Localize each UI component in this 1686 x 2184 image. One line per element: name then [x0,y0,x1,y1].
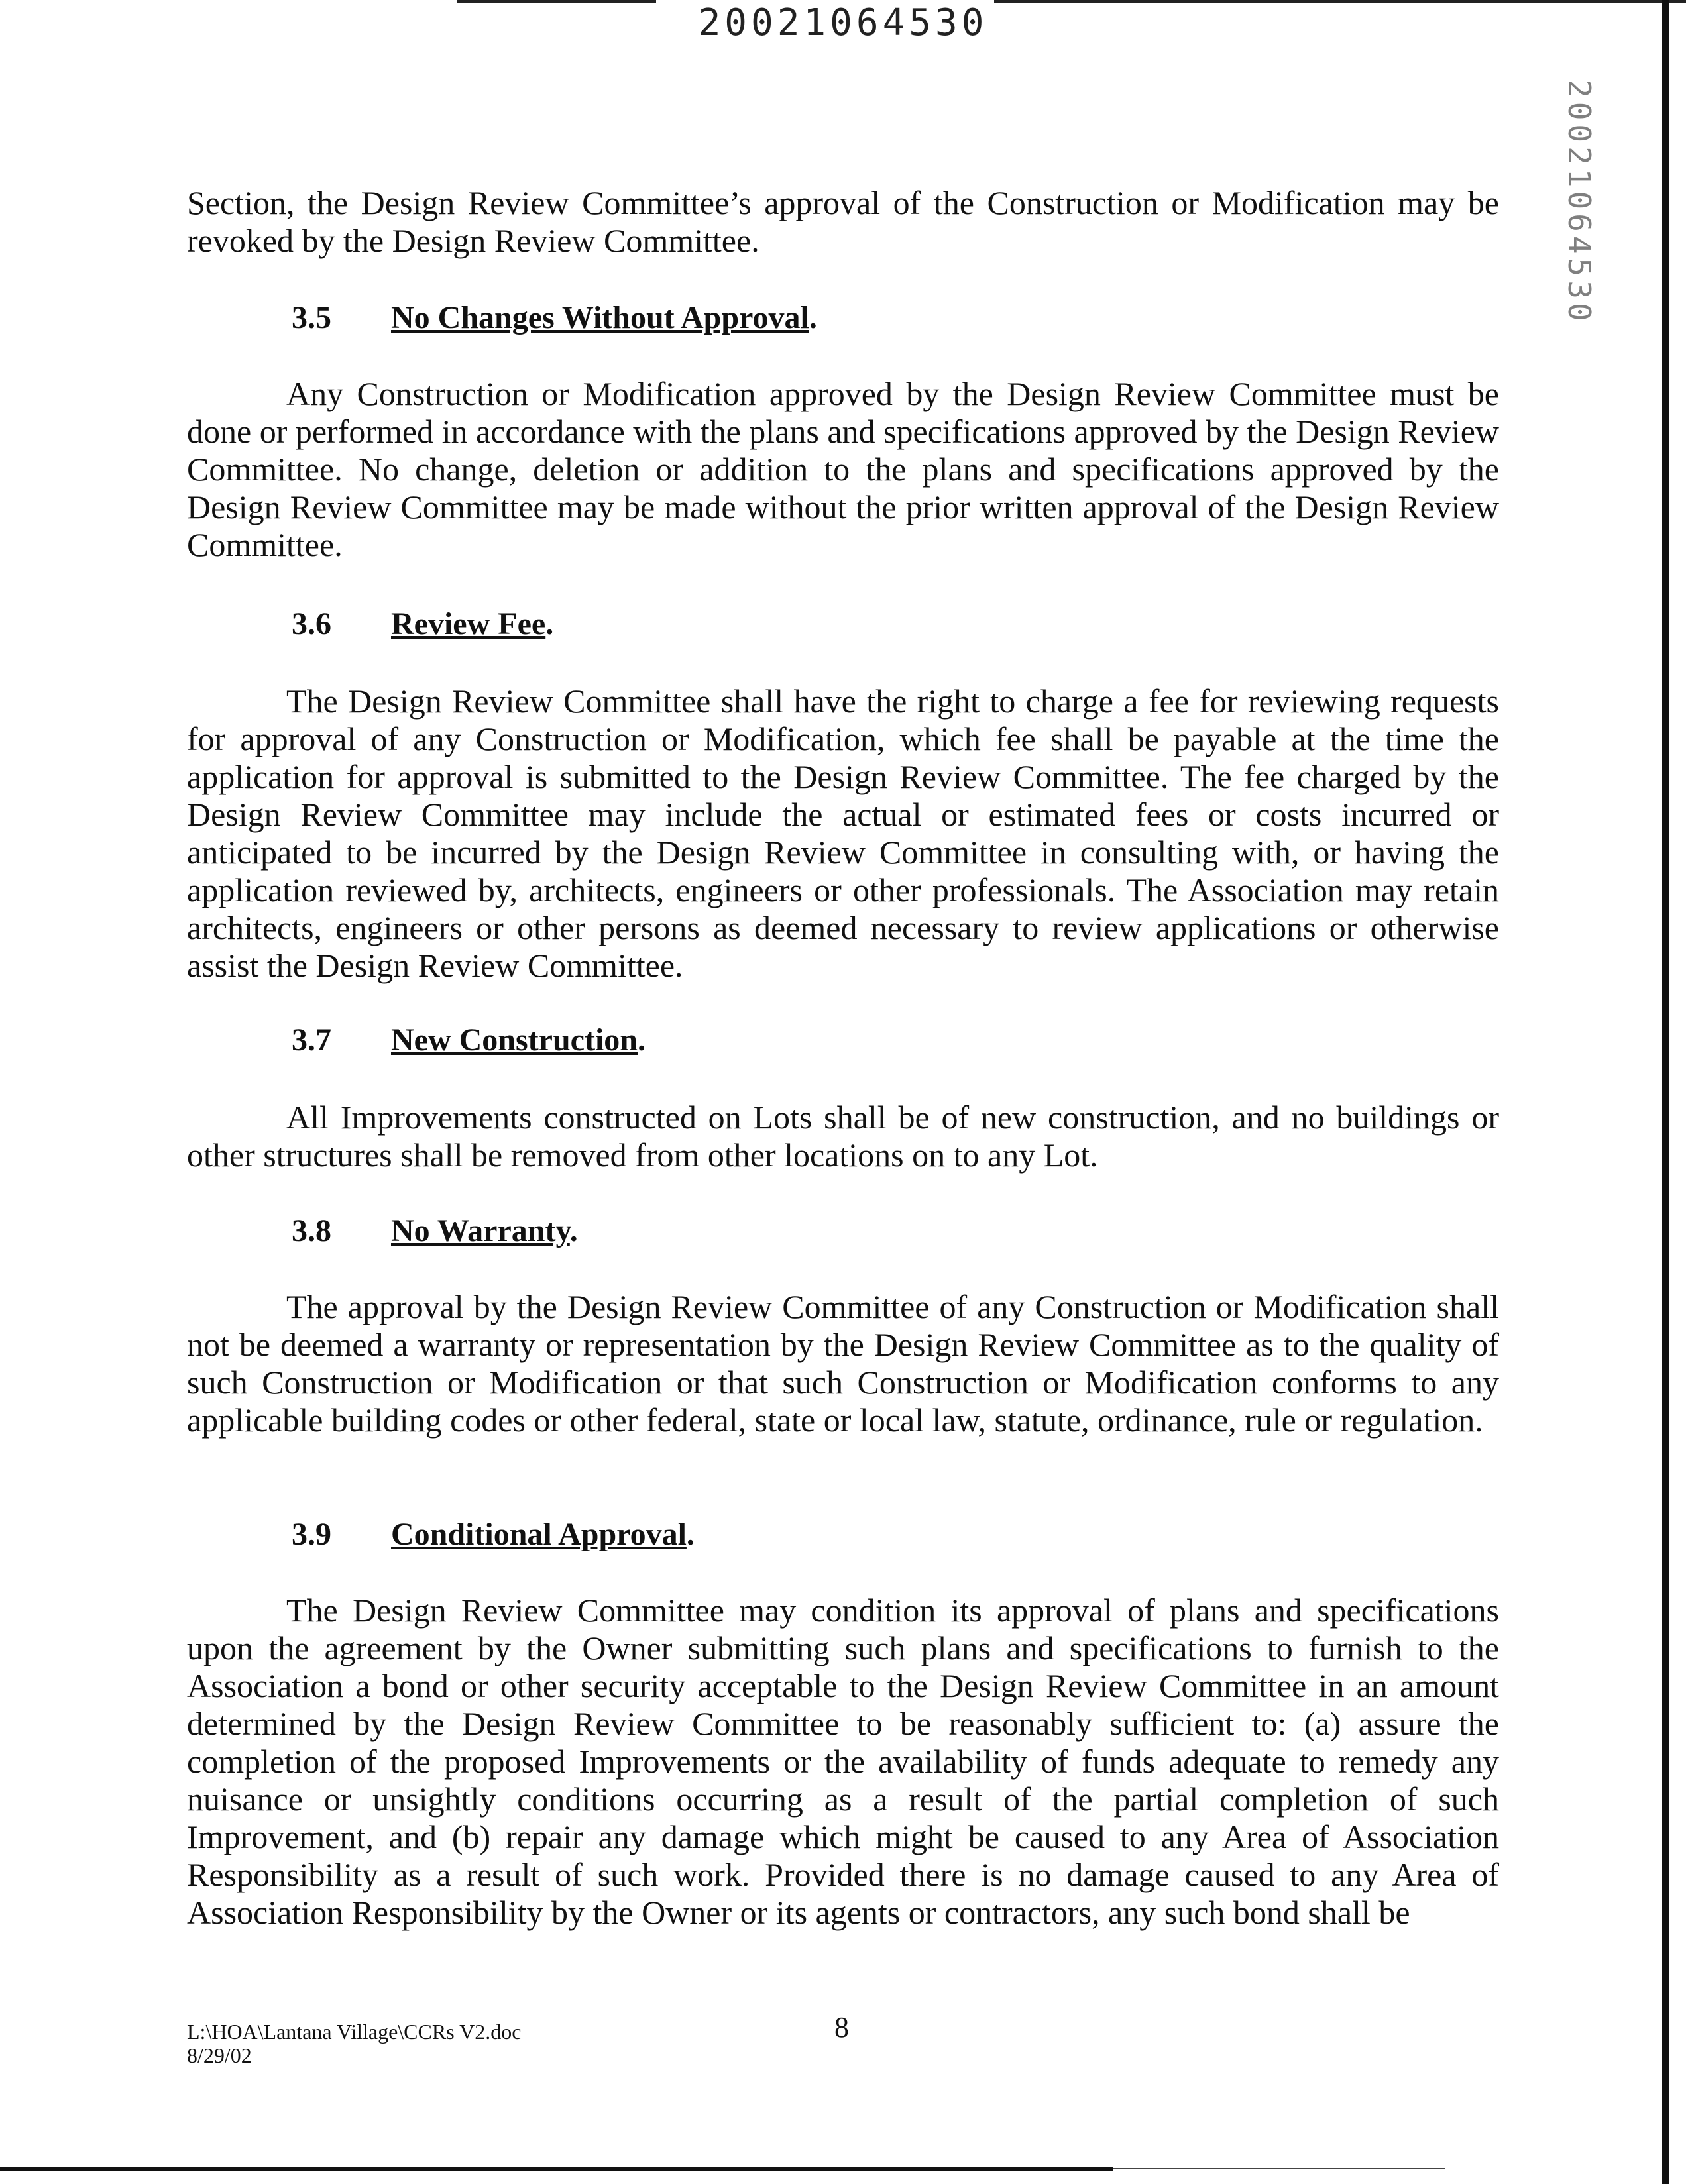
section-title: Review Fee [391,606,546,641]
section-paragraph-3-6: The Design Review Committee shall have the right to charge a fee for reviewing requests for approval of any Construction or Modification, which fee shall be payable at the time the application for approval is submitted to the Design Review Committee. The fee charged by the Design Review Committee may include the actual or estimated fees or costs incurred or anticipated to be incurred by the Design Review Committee in consulting with, or having the application reviewed by, architects, engineers or other professionals. The Association may retain architects, engineers or other persons as deemed necessary to review applications or otherwise assist the Design Review Committee. [187,682,1499,984]
document-number: 20021064530 [698,1,988,44]
scan-edge-bottom [0,2167,1113,2171]
section-title: No Changes Without Approval [391,300,809,335]
footer-file-path: L:\HOA\Lantana Village\CCRs V2.doc [187,2020,522,2044]
heading-period: . [569,1213,578,1248]
scan-edge-bottom-thin [1113,2168,1445,2169]
section-paragraph-3-8: The approval by the Design Review Committee of any Construction or Modification shall not be deemed a warranty or representation by the Design Review Committee as to the quality of such Construction or Modification or that such Construction or Modification conforms to any applicable building codes or other federal, state or local law, statute, ordinance, rule or regulation. [187,1288,1499,1439]
heading-period: . [686,1517,695,1552]
side-stamp-number: 20021064530 [1561,80,1597,325]
page-number: 8 [834,2011,849,2044]
section-number: 3.8 [292,1213,331,1248]
heading-period: . [637,1022,646,1058]
section-heading-3-8 [292,1213,578,1249]
footer-file-info [187,2020,521,2067]
section-paragraph-3-9: The Design Review Committee may condition its approval of plans and specifications upon the agreement by the Owner submitting such plans and specifications to furnish to the Association a bond or other security acceptable to the Design Review Committee in an amount determined by the Design Review Committee to be reasonably sufficient to: (a) assure the completion of the proposed Improvements or the availability of funds adequate to remedy any nuisance or unsightly conditions occurring as a result of the partial completion of such Improvement, and (b) repair any damage which might be caused to any Area of Association Responsibility as a result of such work. Provided there is no damage caused to any Area of Association Responsibility by the Owner or its agents or contractors, any such bond shall be [187,1592,1499,1931]
section-number: 3.7 [292,1022,331,1058]
section-number: 3.5 [292,300,331,335]
continuation-paragraph: Section, the Design Review Committee’s approval of the Construction or Modification may be revoked by the Design Review Committee. [187,184,1499,259]
heading-period: . [545,606,554,641]
section-heading-3-5 [292,300,817,336]
section-heading-3-7 [292,1022,646,1058]
heading-period: . [809,300,817,335]
footer-date: 8/29/02 [187,2044,252,2067]
section-heading-3-6 [292,606,553,642]
section-paragraph-3-5: Any Construction or Modification approved by the Design Review Committee must be done or performed in accordance with the plans and specifications approved by the Design Review Committee. No change, deletion or addition to the plans and specifications approved by the Design Review Committee may be made without the prior written approval of the Design Review Committee. [187,375,1499,563]
section-title: New Construction [391,1022,638,1058]
section-number: 3.9 [292,1517,331,1552]
section-paragraph-3-7: All Improvements constructed on Lots shall be of new construction, and no buildings or other structures shall be removed from other locations on to any Lot. [187,1099,1499,1174]
section-title: Conditional Approval [391,1517,687,1552]
scan-edge-right [1662,0,1669,2184]
section-number: 3.6 [292,606,331,641]
section-heading-3-9 [292,1516,695,1553]
section-title: No Warranty [391,1213,570,1248]
